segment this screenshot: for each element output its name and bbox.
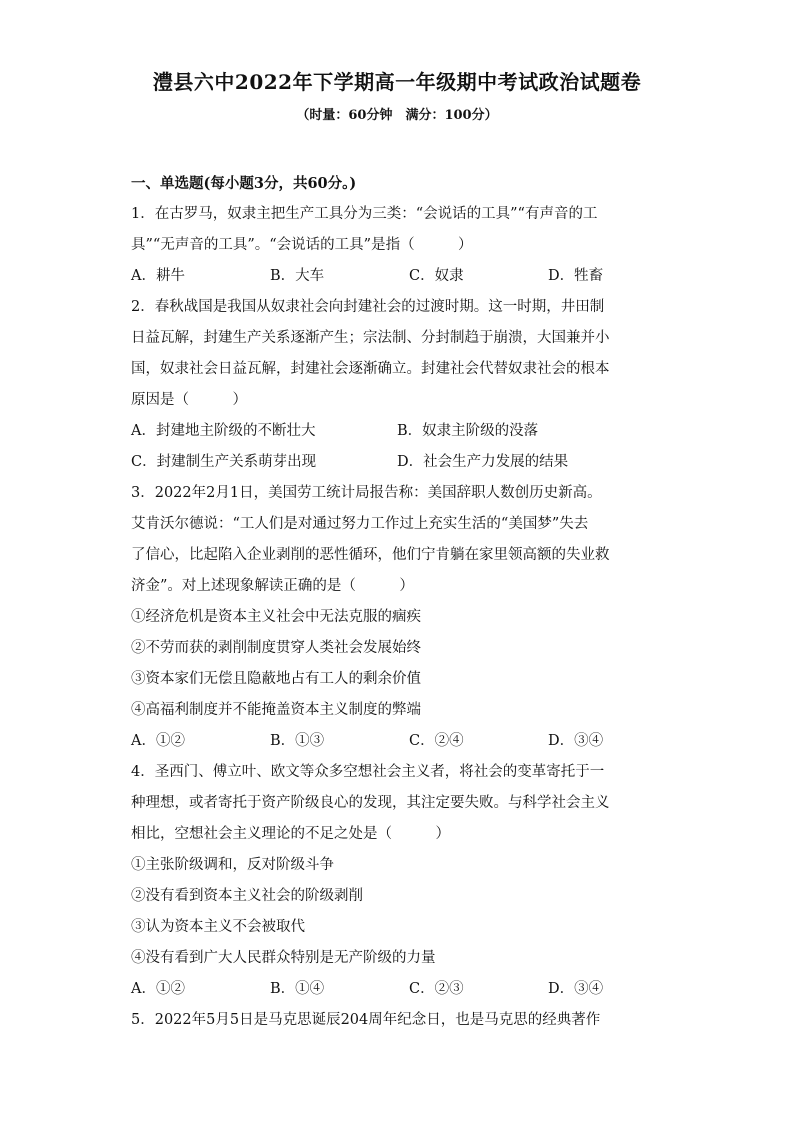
option-b: B．大车 xyxy=(270,268,325,284)
page-title: 澧县六中2022年下学期高一年级期中考试政治试题卷 xyxy=(152,70,642,94)
option-c: C．②③ xyxy=(409,981,464,997)
question-text-line: 国，奴隶社会日益瓦解，封建社会逐渐确立。封建社会代替奴隶社会的根本 xyxy=(131,361,610,377)
question-text-line: 4．圣西门、傅立叶、欧文等众多空想社会主义者，将社会的变革寄托于一 xyxy=(131,764,605,780)
answer-options xyxy=(131,447,663,478)
option-c: C．封建制生产关系萌芽出现 xyxy=(131,454,317,470)
question-5 xyxy=(131,1005,663,1036)
option-b: B．①④ xyxy=(270,981,325,997)
option-c: C．②④ xyxy=(409,733,464,749)
question-text-line: 1．在古罗马，奴隶主把生产工具分为三类：“会说话的工具”“有声音的工 xyxy=(131,206,598,222)
question-text-line: 了信心，比起陷入企业剥削的恶性循环，他们宁肯躺在家里领高额的失业救 xyxy=(131,547,610,563)
question-text-line: 3．2022年2月1日，美国劳工统计局报告称：美国辞职人数创历史新高。 xyxy=(131,485,602,501)
exam-info: （时量：60分钟 满分：100分） xyxy=(296,108,498,123)
answer-options xyxy=(131,974,663,1005)
question-4 xyxy=(131,757,663,1005)
statement-item: ④高福利制度并不能掩盖资本主义制度的弊端 xyxy=(131,702,421,718)
answer-options xyxy=(131,726,663,757)
question-text-line: 5．2022年5月5日是马克思诞辰204周年纪念日，也是马克思的经典著作 xyxy=(131,1012,601,1028)
option-c: C．奴隶 xyxy=(409,268,464,284)
option-a: A．①② xyxy=(131,981,185,997)
exam-content xyxy=(131,168,663,1036)
statement-item: ②没有看到资本主义社会的阶级剥削 xyxy=(131,888,363,904)
question-text-line: 2．春秋战国是我国从奴隶社会向封建社会的过渡时期。这一时期，井田制 xyxy=(131,299,605,315)
option-b: B．①③ xyxy=(270,733,325,749)
statement-item: ④没有看到广大人民群众特别是无产阶级的力量 xyxy=(131,950,436,966)
option-d: D．社会生产力发展的结果 xyxy=(397,454,569,470)
question-text-line: 原因是（ ） xyxy=(131,392,247,408)
option-d: D．③④ xyxy=(548,733,604,749)
answer-options xyxy=(131,261,663,292)
option-a: A．封建地主阶级的不断壮大 xyxy=(131,423,316,439)
statement-item: ①经济危机是资本主义社会中无法克服的痼疾 xyxy=(131,609,421,625)
question-1 xyxy=(131,199,663,292)
option-d: D．③④ xyxy=(548,981,604,997)
section-heading: 一、单选题(每小题3分，共60分。) xyxy=(131,175,357,192)
question-text-line: 具”“无声音的工具”。“会说话的工具”是指（ ） xyxy=(131,237,473,253)
option-a: A．①② xyxy=(131,733,185,749)
option-b: B．奴隶主阶级的没落 xyxy=(397,423,539,439)
option-a: A．耕牛 xyxy=(131,268,185,284)
statement-item: ②不劳而获的剥削制度贯穿人类社会发展始终 xyxy=(131,640,421,656)
question-3 xyxy=(131,478,663,757)
statement-item: ③资本家们无偿且隐蔽地占有工人的剩余价值 xyxy=(131,671,421,687)
question-text-line: 相比，空想社会主义理论的不足之处是（ ） xyxy=(131,826,450,842)
question-2 xyxy=(131,292,663,478)
question-text-line: 艾肯沃尔德说：“工人们是对通过努力工作过上充实生活的“美国梦”失去 xyxy=(131,516,589,532)
statement-item: ③认为资本主义不会被取代 xyxy=(131,919,305,935)
question-text-line: 种理想，或者寄托于资产阶级良心的发现，其注定要失败。与科学社会主义 xyxy=(131,795,610,811)
question-text-line: 济金”。对上述现象解读正确的是（ ） xyxy=(131,578,414,594)
answer-options xyxy=(131,416,663,447)
question-text-line: 日益瓦解，封建生产关系逐渐产生；宗法制、分封制趋于崩溃，大国兼并小 xyxy=(131,330,610,346)
option-d: D．牲畜 xyxy=(548,268,604,284)
statement-item: ①主张阶级调和，反对阶级斗争 xyxy=(131,857,334,873)
